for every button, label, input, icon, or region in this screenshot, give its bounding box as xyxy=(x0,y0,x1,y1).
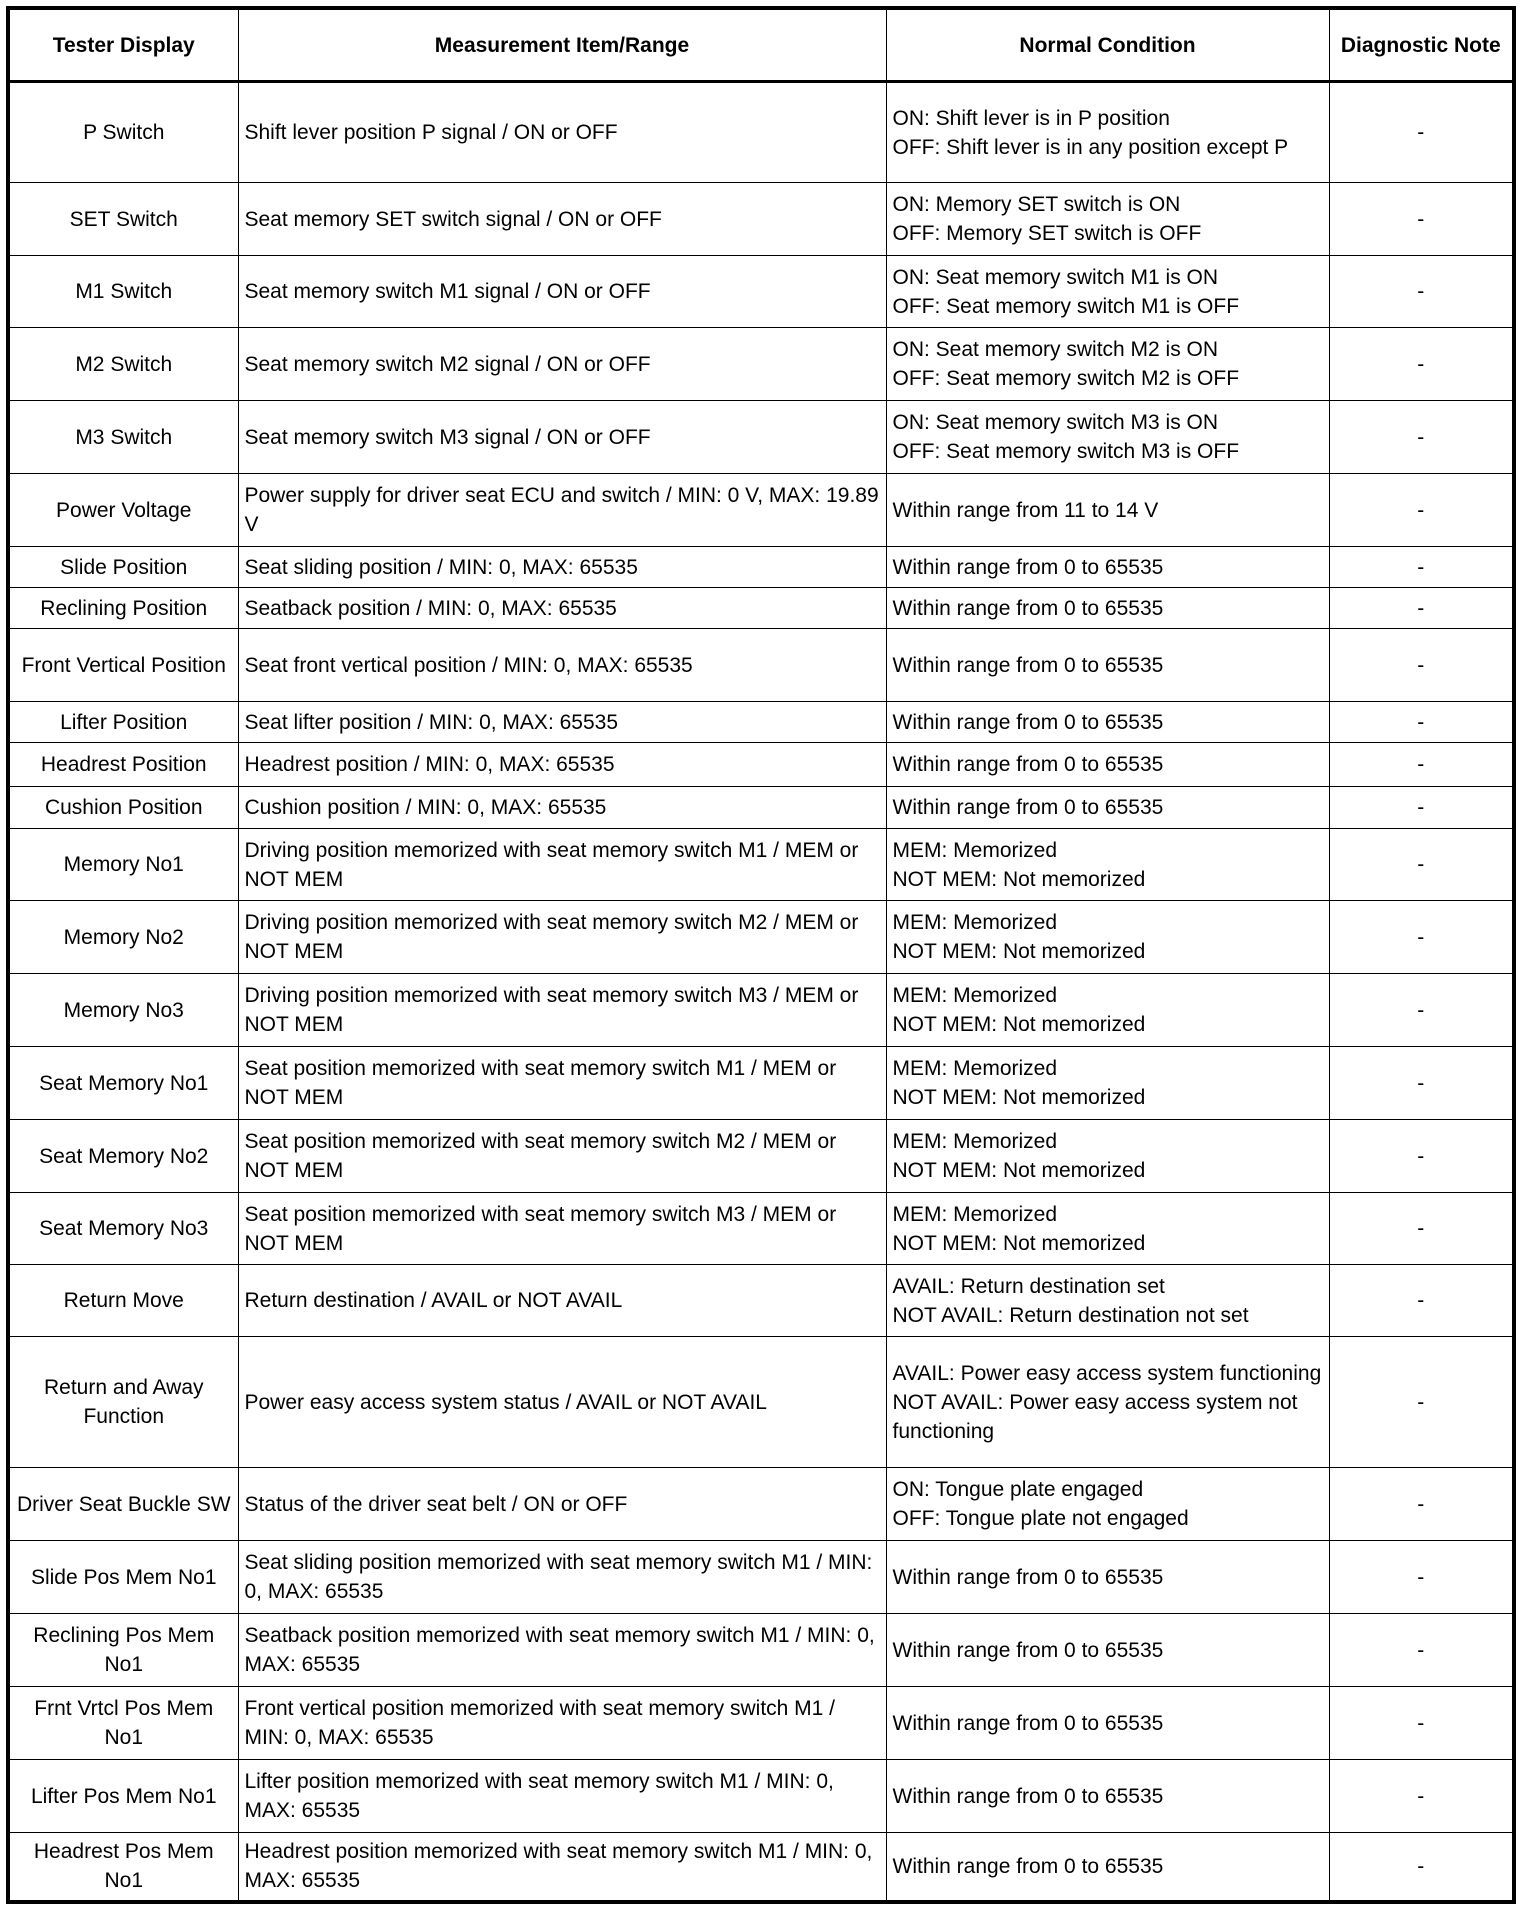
measurement-item-cell: Status of the driver seat belt / ON or OFF xyxy=(238,1468,886,1541)
normal-condition-cell: Within range from 0 to 65535 xyxy=(886,1833,1329,1902)
normal-condition-cell: ON: Memory SET switch is ON OFF: Memory SET switch is OFF xyxy=(886,183,1329,256)
diagnostic-note-cell: - xyxy=(1329,256,1514,328)
measurement-item-cell: Cushion position / MIN: 0, MAX: 65535 xyxy=(238,787,886,829)
table-row xyxy=(8,829,1514,901)
measurement-item-cell: Seat sliding position / MIN: 0, MAX: 65535 xyxy=(238,547,886,588)
table-row xyxy=(8,974,1514,1047)
measurement-item-cell: Seat memory switch M1 signal / ON or OFF xyxy=(238,256,886,328)
tester-display-cell: Front Vertical Position xyxy=(8,629,238,702)
tester-display-cell: Reclining Position xyxy=(8,588,238,629)
table-row xyxy=(8,743,1514,787)
normal-condition-cell: AVAIL: Return destination set NOT AVAIL: Return destination not set xyxy=(886,1265,1329,1337)
diagnostic-note-cell: - xyxy=(1329,702,1514,743)
diagnostic-note-cell: - xyxy=(1329,1120,1514,1193)
tester-display-cell: M3 Switch xyxy=(8,401,238,474)
tester-display-cell: M1 Switch xyxy=(8,256,238,328)
tester-display-cell: M2 Switch xyxy=(8,328,238,401)
table-row xyxy=(8,547,1514,588)
tester-display-cell: SET Switch xyxy=(8,183,238,256)
table-row xyxy=(8,1468,1514,1541)
diagnostic-note-cell: - xyxy=(1329,1193,1514,1265)
tester-display-cell: Frnt Vrtcl Pos Mem No1 xyxy=(8,1687,238,1760)
tester-display-cell: Slide Pos Mem No1 xyxy=(8,1541,238,1614)
diagnostic-note-cell: - xyxy=(1329,1047,1514,1120)
normal-condition-cell: AVAIL: Power easy access system functioning NOT AVAIL: Power easy access system not functioning xyxy=(886,1337,1329,1468)
diagnostic-note-cell: - xyxy=(1329,1833,1514,1902)
diagnostic-note-cell: - xyxy=(1329,1337,1514,1468)
diagnostic-note-cell: - xyxy=(1329,547,1514,588)
diagnostic-note-cell: - xyxy=(1329,328,1514,401)
diagnostic-note-cell: - xyxy=(1329,974,1514,1047)
header-normal-condition: Normal Condition xyxy=(886,8,1329,82)
table-row xyxy=(8,901,1514,974)
tester-display-cell: Headrest Pos Mem No1 xyxy=(8,1833,238,1902)
normal-condition-cell: ON: Seat memory switch M1 is ON OFF: Seat memory switch M1 is OFF xyxy=(886,256,1329,328)
normal-condition-cell: Within range from 0 to 65535 xyxy=(886,702,1329,743)
tester-display-cell: Return and Away Function xyxy=(8,1337,238,1468)
diagnostic-note-cell: - xyxy=(1329,588,1514,629)
measurement-item-cell: Driving position memorized with seat memory switch M1 / MEM or NOT MEM xyxy=(238,829,886,901)
normal-condition-cell: Within range from 0 to 65535 xyxy=(886,588,1329,629)
tester-display-cell: Memory No1 xyxy=(8,829,238,901)
tester-display-cell: Power Voltage xyxy=(8,474,238,547)
normal-condition-cell: MEM: Memorized NOT MEM: Not memorized xyxy=(886,1120,1329,1193)
normal-condition-cell: MEM: Memorized NOT MEM: Not memorized xyxy=(886,1047,1329,1120)
diagnostic-note-cell: - xyxy=(1329,901,1514,974)
normal-condition-cell: ON: Shift lever is in P position OFF: Shift lever is in any position except P xyxy=(886,82,1329,183)
normal-condition-cell: ON: Seat memory switch M2 is ON OFF: Seat memory switch M2 is OFF xyxy=(886,328,1329,401)
tester-display-cell: Lifter Position xyxy=(8,702,238,743)
diagnostic-note-cell: - xyxy=(1329,787,1514,829)
table-row xyxy=(8,1541,1514,1614)
measurement-item-cell: Power easy access system status / AVAIL or NOT AVAIL xyxy=(238,1337,886,1468)
measurement-item-cell: Return destination / AVAIL or NOT AVAIL xyxy=(238,1265,886,1337)
normal-condition-cell: ON: Seat memory switch M3 is ON OFF: Seat memory switch M3 is OFF xyxy=(886,401,1329,474)
table-row xyxy=(8,629,1514,702)
tester-display-cell: Memory No3 xyxy=(8,974,238,1047)
table-row xyxy=(8,1265,1514,1337)
table-row xyxy=(8,787,1514,829)
measurement-item-cell: Seat front vertical position / MIN: 0, MAX: 65535 xyxy=(238,629,886,702)
normal-condition-cell: Within range from 0 to 65535 xyxy=(886,1614,1329,1687)
normal-condition-cell: MEM: Memorized NOT MEM: Not memorized xyxy=(886,829,1329,901)
tester-display-cell: Headrest Position xyxy=(8,743,238,787)
measurement-item-cell: Seat memory switch M2 signal / ON or OFF xyxy=(238,328,886,401)
diagnostic-note-cell: - xyxy=(1329,1614,1514,1687)
diagnostic-note-cell: - xyxy=(1329,82,1514,183)
table-row xyxy=(8,1193,1514,1265)
measurement-item-cell: Seatback position / MIN: 0, MAX: 65535 xyxy=(238,588,886,629)
table-row xyxy=(8,401,1514,474)
normal-condition-cell: MEM: Memorized NOT MEM: Not memorized xyxy=(886,1193,1329,1265)
measurement-item-cell: Seat lifter position / MIN: 0, MAX: 65535 xyxy=(238,702,886,743)
tester-display-cell: Memory No2 xyxy=(8,901,238,974)
measurement-item-cell: Shift lever position P signal / ON or OFF xyxy=(238,82,886,183)
diagnostic-note-cell: - xyxy=(1329,1265,1514,1337)
tester-display-cell: Return Move xyxy=(8,1265,238,1337)
table-row xyxy=(8,82,1514,183)
normal-condition-cell: Within range from 0 to 65535 xyxy=(886,1760,1329,1833)
measurement-item-cell: Seat sliding position memorized with seat memory switch M1 / MIN: 0, MAX: 65535 xyxy=(238,1541,886,1614)
measurement-item-cell: Lifter position memorized with seat memory switch M1 / MIN: 0, MAX: 65535 xyxy=(238,1760,886,1833)
normal-condition-cell: Within range from 0 to 65535 xyxy=(886,1541,1329,1614)
tester-display-cell: P Switch xyxy=(8,82,238,183)
tester-display-cell: Slide Position xyxy=(8,547,238,588)
normal-condition-cell: ON: Tongue plate engaged OFF: Tongue plate not engaged xyxy=(886,1468,1329,1541)
diagnostic-note-cell: - xyxy=(1329,474,1514,547)
table-header-row xyxy=(8,8,1514,82)
table-row xyxy=(8,256,1514,328)
header-tester-display: Tester Display xyxy=(8,8,238,82)
normal-condition-cell: Within range from 0 to 65535 xyxy=(886,743,1329,787)
normal-condition-cell: Within range from 0 to 65535 xyxy=(886,629,1329,702)
normal-condition-cell: Within range from 0 to 65535 xyxy=(886,1687,1329,1760)
table-row xyxy=(8,1047,1514,1120)
measurement-item-cell: Seat memory switch M3 signal / ON or OFF xyxy=(238,401,886,474)
diagnostic-note-cell: - xyxy=(1329,629,1514,702)
diagnostic-note-cell: - xyxy=(1329,1468,1514,1541)
table-row xyxy=(8,588,1514,629)
measurement-item-cell: Seat memory SET switch signal / ON or OFF xyxy=(238,183,886,256)
table-row xyxy=(8,1120,1514,1193)
normal-condition-cell: Within range from 11 to 14 V xyxy=(886,474,1329,547)
table-row xyxy=(8,1687,1514,1760)
header-diagnostic-note: Diagnostic Note xyxy=(1329,8,1514,82)
measurement-item-cell: Headrest position / MIN: 0, MAX: 65535 xyxy=(238,743,886,787)
diagnostic-note-cell: - xyxy=(1329,401,1514,474)
measurement-item-cell: Seat position memorized with seat memory switch M1 / MEM or NOT MEM xyxy=(238,1047,886,1120)
tester-display-cell: Seat Memory No1 xyxy=(8,1047,238,1120)
table-row xyxy=(8,183,1514,256)
diagnostic-note-cell: - xyxy=(1329,743,1514,787)
measurement-item-cell: Headrest position memorized with seat memory switch M1 / MIN: 0, MAX: 65535 xyxy=(238,1833,886,1902)
tester-display-cell: Seat Memory No2 xyxy=(8,1120,238,1193)
table-row xyxy=(8,328,1514,401)
diagnostic-note-cell: - xyxy=(1329,1541,1514,1614)
normal-condition-cell: Within range from 0 to 65535 xyxy=(886,787,1329,829)
table-row xyxy=(8,474,1514,547)
diagnostic-note-cell: - xyxy=(1329,829,1514,901)
measurement-item-cell: Seat position memorized with seat memory switch M2 / MEM or NOT MEM xyxy=(238,1120,886,1193)
table-row xyxy=(8,702,1514,743)
tester-display-cell: Reclining Pos Mem No1 xyxy=(8,1614,238,1687)
measurement-item-cell: Seat position memorized with seat memory switch M3 / MEM or NOT MEM xyxy=(238,1193,886,1265)
normal-condition-cell: MEM: Memorized NOT MEM: Not memorized xyxy=(886,901,1329,974)
data-list-table xyxy=(6,6,1516,1904)
diagnostic-note-cell: - xyxy=(1329,183,1514,256)
tester-display-cell: Cushion Position xyxy=(8,787,238,829)
table-row xyxy=(8,1337,1514,1468)
measurement-item-cell: Seatback position memorized with seat memory switch M1 / MIN: 0, MAX: 65535 xyxy=(238,1614,886,1687)
table-row xyxy=(8,1614,1514,1687)
measurement-item-cell: Driving position memorized with seat memory switch M2 / MEM or NOT MEM xyxy=(238,901,886,974)
tester-display-cell: Driver Seat Buckle SW xyxy=(8,1468,238,1541)
measurement-item-cell: Power supply for driver seat ECU and switch / MIN: 0 V, MAX: 19.89 V xyxy=(238,474,886,547)
tester-display-cell: Lifter Pos Mem No1 xyxy=(8,1760,238,1833)
diagnostic-note-cell: - xyxy=(1329,1760,1514,1833)
tester-display-cell: Seat Memory No3 xyxy=(8,1193,238,1265)
header-measurement-item: Measurement Item/Range xyxy=(238,8,886,82)
normal-condition-cell: Within range from 0 to 65535 xyxy=(886,547,1329,588)
table-row xyxy=(8,1833,1514,1902)
measurement-item-cell: Front vertical position memorized with seat memory switch M1 / MIN: 0, MAX: 65535 xyxy=(238,1687,886,1760)
table-row xyxy=(8,1760,1514,1833)
measurement-item-cell: Driving position memorized with seat memory switch M3 / MEM or NOT MEM xyxy=(238,974,886,1047)
normal-condition-cell: MEM: Memorized NOT MEM: Not memorized xyxy=(886,974,1329,1047)
diagnostic-note-cell: - xyxy=(1329,1687,1514,1760)
